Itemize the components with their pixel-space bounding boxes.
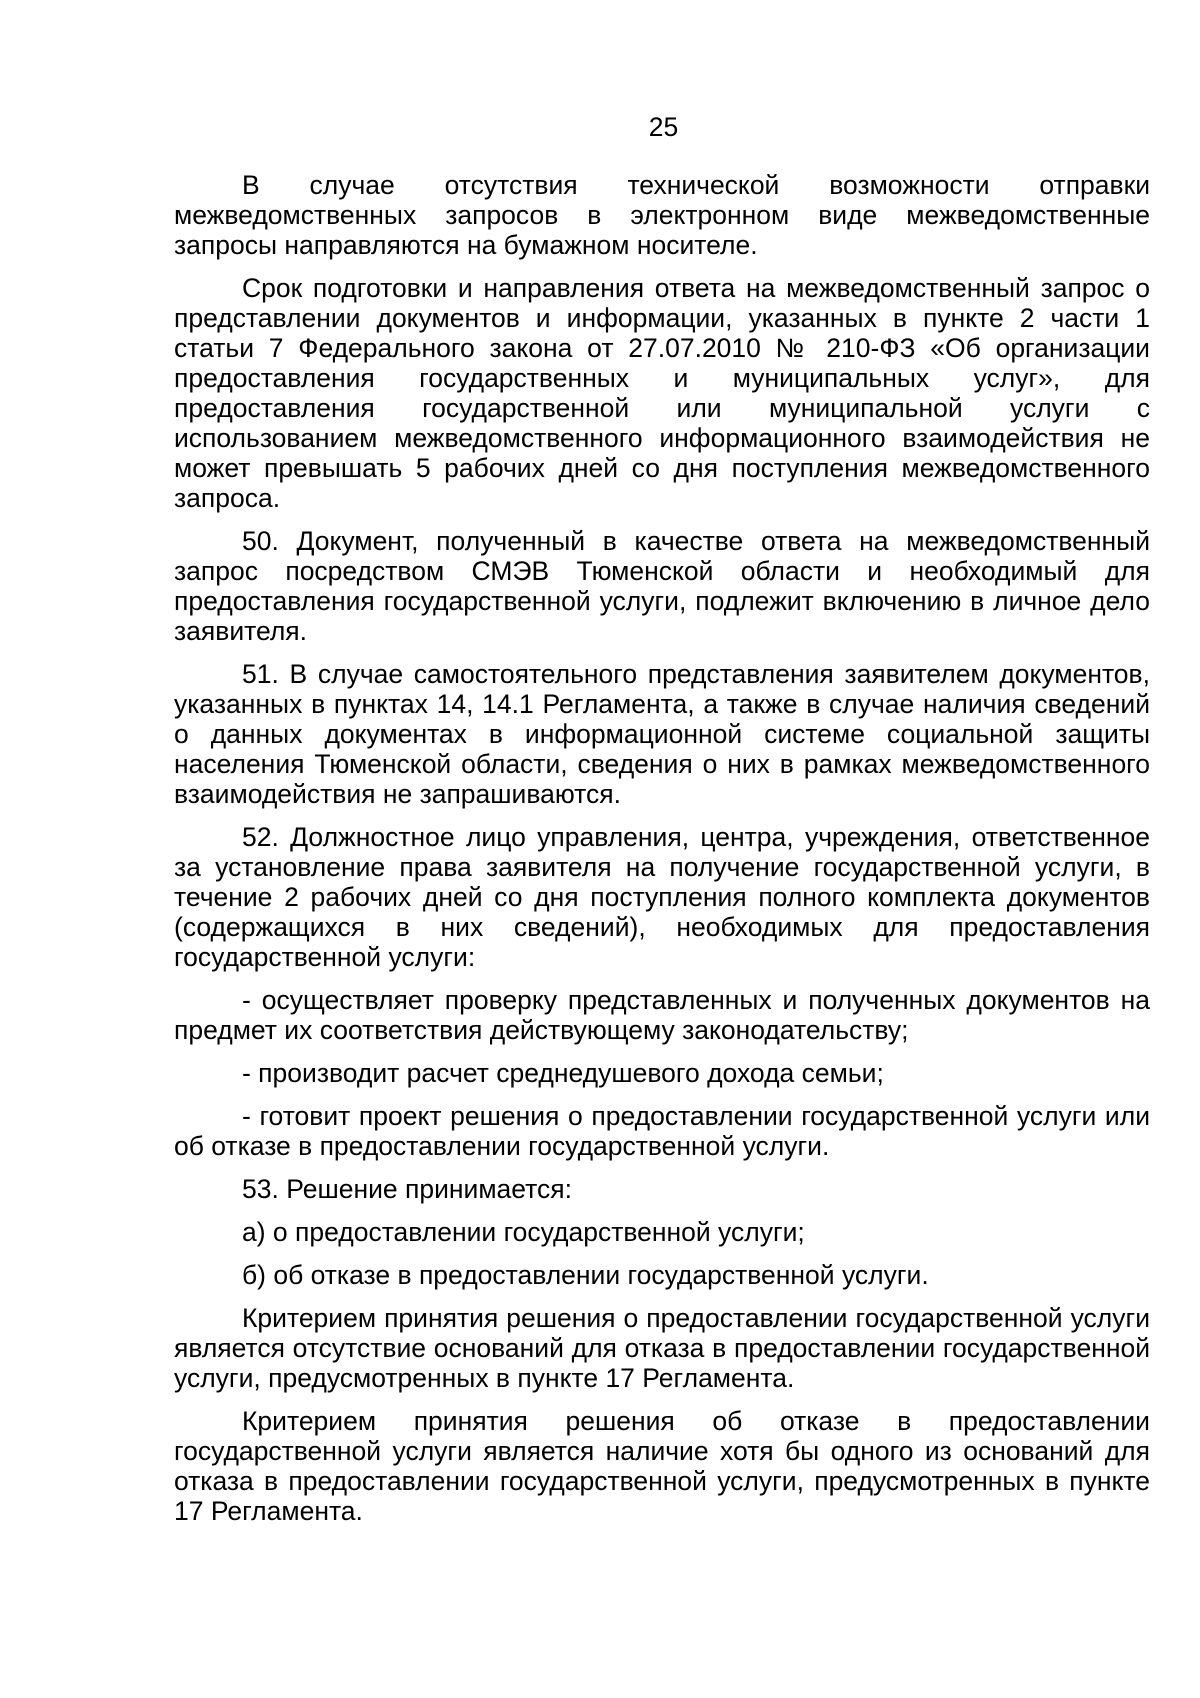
list-item-decision-refuse: б) об отказе в предоставлении государственной услуги.: [242, 1260, 929, 1290]
paragraph-item-52: 52. Должностное лицо управления, центра, учреждения, ответственное за установление права заявителя на получение государственной услуги, в течение 2 рабочих дней со дня поступления полного комплекта документов (содержащихся в них сведений), необходимых для предоставления государственной услуги:: [174, 822, 1150, 972]
document-body: [174, 170, 1150, 1539]
list-item-verify-documents: - осуществляет проверку представленных и полученных документов на предмет их соответствия действующему законодательству;: [174, 985, 1150, 1045]
paragraph-item-51: 51. В случае самостоятельного представления заявителем документов, указанных в пунктах 14, 14.1 Регламента, а также в случае наличия сведений о данных документах в информационной системе социальной защиты населения Тюменской области, сведения о них в рамках межведомственного взаимодействия не запрашиваются.: [174, 659, 1150, 809]
paragraph-item-50: 50. Документ, полученный в качестве ответа на межведомственный запрос посредством СМЭВ Тюменской области и необходимый для предоставления государственной услуги, подлежит включению в личное дело заявителя.: [174, 526, 1150, 646]
list-item-calculate-income: - производит расчет среднедушевого дохода семьи;: [242, 1058, 884, 1088]
paragraph-item-53: 53. Решение принимается:: [242, 1174, 572, 1204]
paragraph-response-deadline: Срок подготовки и направления ответа на межведомственный запрос о представлении документов и информации, указанных в пункте 2 части 1 статьи 7 Федерального закона от 27.07.2010 № 210-ФЗ «Об организации предоставления государственных и муниципальных услуг», для предоставления государственной или муниципальной услуги с использованием межведомственного информационного взаимодействия не может превышать 5 рабочих дней со дня поступления межведомственного запроса.: [174, 273, 1150, 513]
paragraph-refusal-criterion: Критерием принятия решения об отказе в предоставлении государственной услуги является наличие хотя бы одного из оснований для отказа в предоставлении государственной услуги, предусмотренных в пункте 17 Регламента.: [174, 1406, 1150, 1526]
paragraph-grant-criterion: Критерием принятия решения о предоставлении государственной услуги является отсутствие оснований для отказа в предоставлении государственной услуги, предусмотренных в пункте 17 Регламента.: [174, 1303, 1150, 1393]
paragraph-paper-requests: В случае отсутствия технической возможности отправки межведомственных запросов в электронном виде межведомственные запросы направляются на бумажном носителе.: [174, 170, 1150, 260]
list-item-prepare-decision: - готовит проект решения о предоставлении государственной услуги или об отказе в предоставлении государственной услуги.: [174, 1101, 1150, 1161]
list-item-decision-grant: а) о предоставлении государственной услуги;: [242, 1217, 805, 1247]
page-number: 25: [648, 112, 679, 142]
